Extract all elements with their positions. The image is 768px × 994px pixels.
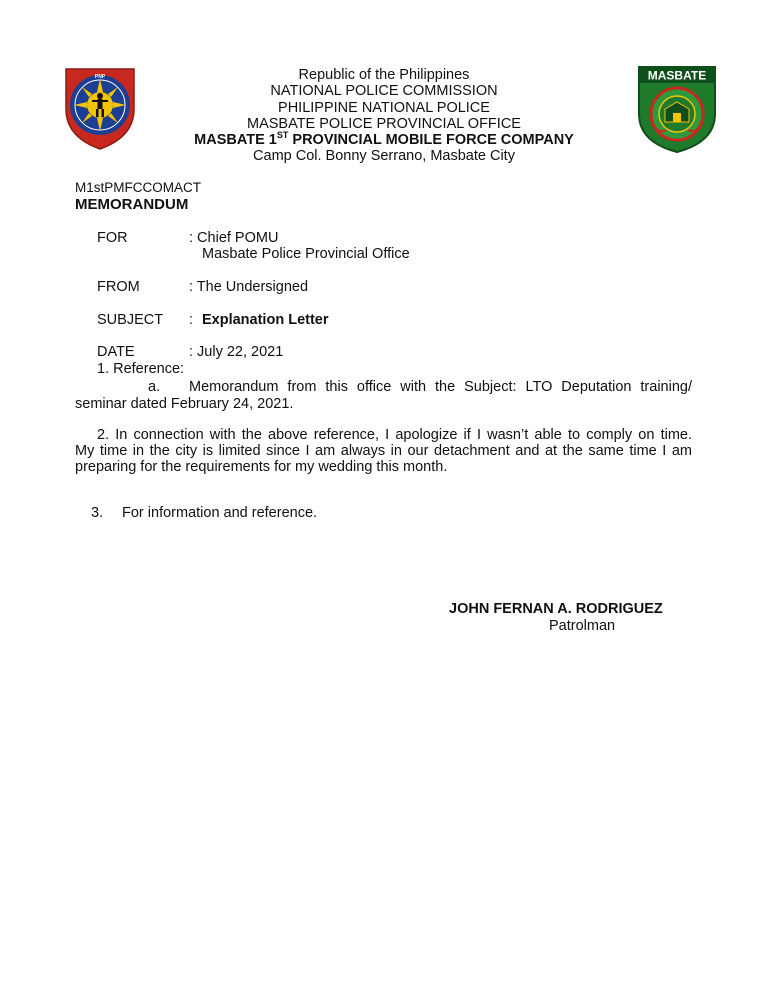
from-label: FROM xyxy=(97,279,140,295)
subject-value: Explanation Letter xyxy=(202,312,329,328)
subject-label: SUBJECT xyxy=(97,312,164,328)
letterhead-line-pnp: PHILIPPINE NATIONAL POLICE xyxy=(278,99,490,116)
paragraph-2-line-2: My time in the city is limited since I am always in our detachment and at the same time I am xyxy=(75,443,692,459)
paragraph-3-number: 3. xyxy=(91,505,104,521)
paragraph-2-line-1: 2. In connection with the above reference, I apologize if I wasn’t able to comply on time. xyxy=(97,427,692,443)
signatory-rank: Patrolman xyxy=(549,618,616,634)
letterhead-line-unit xyxy=(0,132,768,148)
unit-ordinal-superscript: ST xyxy=(276,130,289,141)
date-value: : July 22, 2021 xyxy=(189,344,284,360)
unit-name-prefix: MASBATE 1 xyxy=(194,132,277,149)
for-value: : Chief POMU xyxy=(189,230,279,246)
reference-item-line-1: Memorandum from this office with the Subject: LTO Deputation training/ xyxy=(189,379,692,395)
letterhead xyxy=(0,67,768,165)
letterhead-line-provincial-office: MASBATE POLICE PROVINCIAL OFFICE xyxy=(247,115,521,132)
letterhead-line-address: Camp Col. Bonny Serrano, Masbate City xyxy=(253,148,515,165)
paragraph-2-line-3: preparing for the requirements for my wedding this month. xyxy=(75,459,448,475)
for-label: FOR xyxy=(97,230,128,246)
date-label: DATE xyxy=(97,344,135,360)
reference-item-marker: a. xyxy=(148,379,161,395)
memo-code: M1stPMFCCOMACT xyxy=(75,180,201,195)
reference-heading: 1. Reference: xyxy=(97,361,185,377)
memo-title: MEMORANDUM xyxy=(75,196,189,213)
unit-name-suffix: PROVINCIAL MOBILE FORCE COMPANY xyxy=(288,132,574,149)
paragraph-3-text: For information and reference. xyxy=(122,505,318,521)
svg-text:PNP: PNP xyxy=(94,74,106,80)
from-value: : The Undersigned xyxy=(189,279,309,295)
signatory-name: JOHN FERNAN A. RODRIGUEZ xyxy=(449,601,663,617)
for-value-office: Masbate Police Provincial Office xyxy=(202,246,410,262)
letterhead-line-republic: Republic of the Philippines xyxy=(298,67,470,83)
letterhead-line-napolcom: NATIONAL POLICE COMMISSION xyxy=(270,83,498,100)
subject-colon: : xyxy=(189,312,194,328)
masbate-seal-label: MASBATE xyxy=(647,68,707,83)
reference-item-line-2: seminar dated February 24, 2021. xyxy=(75,396,294,412)
